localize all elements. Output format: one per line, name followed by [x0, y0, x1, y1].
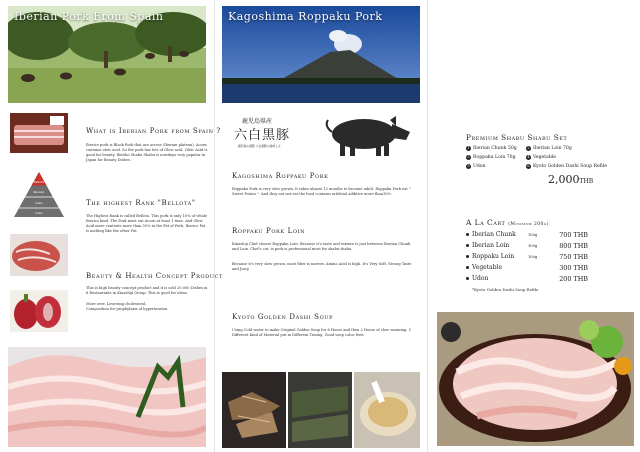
set-price-value: 2,000 — [548, 173, 580, 186]
set-item-6 — [526, 164, 607, 169]
left-section-body-2: The Highest Rank is called Bellota. This pork is only 10% of whole Iberico kind. The Pork must eat Acorn at least 1 time. And Oleic Acid more contents more than 55% in the Fat of Pork. Iberico Fat is melting like the other Fat. — [86, 214, 208, 233]
bullet-icon — [466, 277, 469, 280]
alacart-row-3-price: 750 — [559, 253, 572, 261]
rank-pyramid-diagram — [10, 168, 68, 221]
middle-section-body-3: Using Cold water to make Original Golden Soup for 6 Hours and then 2 Hours of slow warming. 5 Different Kind of Material put in Different Timing. Good soup color, first. — [232, 328, 411, 337]
set-item-4-num: 4 — [527, 155, 530, 159]
set-item-1-label: Iberian Chunk 50g — [473, 146, 517, 151]
pasture-photo — [8, 6, 206, 103]
middle-section-body-1: Roppaku Pork is very slow grown, It takes almost 12 months to become adult. Roppaku Pork eat " Sweet Potato ". And they eat not eat the food contains artificial additive more than10%. — [232, 187, 411, 196]
pyramid-label-recebo: Recebo — [33, 190, 45, 194]
set-item-1 — [466, 146, 517, 151]
alacart-row-3 — [466, 253, 588, 263]
middle-hero-title: Kagoshima Roppaku Pork — [228, 10, 383, 23]
alacart-note: *Kyoto Golden Dashi Soup Refile — [472, 287, 539, 292]
alacart-row-2 — [466, 242, 588, 252]
alacart-row-1 — [466, 231, 588, 241]
alacart-row-2-name: Iberian Loin — [472, 242, 510, 249]
alacart-subtitle: (Minimum 200g) — [508, 222, 549, 227]
alacart-row-2-price: 800 — [559, 242, 572, 250]
set-item-2-num: 2 — [527, 146, 530, 150]
alacart-row-5 — [466, 275, 588, 285]
set-item-6-label: Kyoto Golden Dashi Soup Refile — [533, 164, 607, 169]
fold-line-left — [214, 0, 215, 452]
middle-section-title-3: Kyoto Golden Dashi Soup — [232, 313, 334, 321]
set-item-4 — [526, 155, 556, 160]
set-item-2 — [526, 146, 572, 151]
alacart-row-4 — [466, 264, 588, 274]
middle-section-body-2b: Because it's very slow grown, most fiber is narrow. Amino Acid is high. It's Very Soft, Strong Taste and Juicy. — [232, 262, 412, 271]
pyramid-label-cebo: Cebo — [35, 201, 43, 205]
dried-ingredients-photo — [222, 372, 286, 448]
shabu-shabu-photo — [437, 312, 634, 446]
alacart-row-5-unit: THB — [573, 275, 588, 283]
left-section-title-1: What is Iberian Pork from Spain ? — [86, 127, 221, 135]
pyramid-label-cebo-2: Cebo — [35, 211, 43, 215]
alacart-row-1-grams: 100g — [528, 232, 538, 237]
left-section-body-3a: This is high beauty concept product and it is sold 20,000 Dishes in 6 Restaurants in Kinashiji Group. This is good for ideas. — [86, 286, 208, 295]
alacart-row-4-name: Vegetable — [472, 264, 503, 271]
alacart-row-5-price: 200 — [559, 275, 572, 283]
left-section-title-2: The highest Rank "Bellota" — [86, 199, 196, 207]
sliced-pork-photo — [10, 113, 68, 153]
logo-caption: 鹿児島の黒豚 六白黒豚の美味しさ — [238, 144, 281, 148]
bullet-icon — [466, 255, 469, 258]
set-item-3-num: 3 — [467, 155, 470, 159]
alacart-row-1-price: 700 — [559, 231, 572, 239]
set-item-4-label: Vegetable — [533, 155, 556, 160]
bullet-icon — [466, 266, 469, 269]
alacart-title-text: A La Cart — [466, 218, 506, 227]
fold-line-right — [427, 0, 428, 452]
set-price — [548, 173, 593, 186]
set-item-5 — [466, 164, 486, 169]
alacart-row-3-unit: THB — [573, 253, 588, 261]
left-section-body-3c: Composition for prophylaxis of hypertension. — [86, 307, 169, 311]
logo-line-2: 六白黒豚 — [234, 128, 291, 143]
pork-platter-photo — [8, 347, 206, 447]
alacart-row-2-grams: 100g — [528, 243, 538, 248]
left-section-body-3b: More over, Lowering cholesterol, — [86, 302, 147, 306]
set-item-2-label: Iberian Loin 70g — [533, 146, 572, 151]
raw-pork-photo — [10, 234, 68, 276]
alacart-row-3-name: Roppaku Loin — [472, 253, 515, 260]
roppaku-logo — [232, 114, 302, 158]
logo-line-1: 鹿児島県産 — [242, 118, 273, 125]
alacart-row-3-grams: 100g — [528, 254, 538, 259]
set-item-1-num: 1 — [467, 146, 470, 150]
set-item-5-label: Udon — [473, 164, 486, 169]
dashi-soup-photo — [354, 372, 420, 448]
volcano-photo — [222, 6, 420, 103]
left-section-body-1: Iberico pork is Black Pork that are across (Iberian plateau). Acorn contains oleic acid. So the pork has lots of Oleic acid, Oleic Acid is good for beauty. Iberiko Shabu Shabu is nowdays very popular in Japan for Beauty Dishes. — [86, 143, 208, 162]
left-hero-title: Iberian Pork From Spain — [14, 10, 164, 23]
black-pig-illustration — [320, 114, 412, 158]
alacart-row-4-price: 300 — [559, 264, 572, 272]
alacart-row-1-name: Iberian Chunk — [472, 231, 516, 238]
vegetables-photo — [10, 290, 68, 332]
set-item-3-label: Roppaku Loin 70g — [473, 155, 516, 160]
alacart-title — [466, 218, 549, 227]
middle-section-title-2: Roppaku Pork Loin — [232, 227, 306, 235]
set-item-5-num: 5 — [467, 164, 470, 168]
alacart-row-4-unit: THB — [573, 264, 588, 272]
set-item-6-num: 6 — [527, 164, 530, 168]
alacart-row-5-name: Udon — [472, 275, 489, 282]
set-item-3 — [466, 155, 516, 160]
set-price-currency: THB — [579, 178, 594, 185]
set-title: Premium Shabu Shabu Set — [466, 133, 568, 142]
middle-section-body-2a: Kinashiji Chef choose Roppaku Loin. Because it's taste and texture is just between Iberian Chunk and Loin. Chef's cut, is pork is professional most for shabu shabu. — [232, 242, 411, 251]
alacart-row-1-unit: THB — [573, 231, 588, 239]
bullet-icon — [466, 244, 469, 247]
kombu-photo — [288, 372, 352, 448]
bullet-icon — [466, 233, 469, 236]
pyramid-label-bellota: Bellota — [33, 180, 45, 184]
left-section-title-3: Beauty & Health Concept Product — [86, 272, 223, 280]
middle-section-title-1: Kagoshima Roppaku Pork — [232, 172, 329, 180]
alacart-row-2-unit: THB — [573, 242, 588, 250]
